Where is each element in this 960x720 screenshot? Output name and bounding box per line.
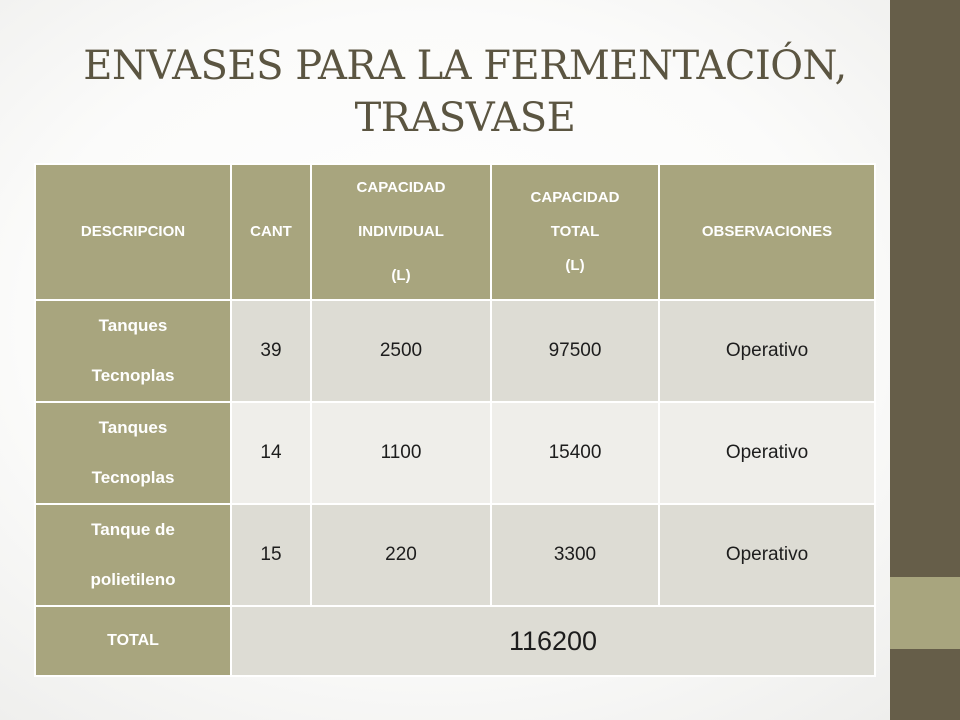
total-label: TOTAL (35, 606, 231, 676)
table-row (35, 300, 875, 402)
row-description: Tanques Tecnoplas (35, 402, 231, 504)
row-capacidad-total: 97500 (491, 300, 659, 402)
header-descripcion: DESCRIPCION (35, 164, 231, 300)
containers-table (34, 163, 876, 677)
row-cant: 15 (231, 504, 311, 606)
row-cant: 14 (231, 402, 311, 504)
header-capacidad-total: CAPACIDAD TOTAL (L) (491, 164, 659, 300)
row-cant: 39 (231, 300, 311, 402)
header-observaciones: OBSERVACIONES (659, 164, 875, 300)
row-description: Tanque de polietileno (35, 504, 231, 606)
row-observaciones: Operativo (659, 504, 875, 606)
row-capacidad-total: 3300 (491, 504, 659, 606)
row-description: Tanques Tecnoplas (35, 300, 231, 402)
total-value: 116200 (231, 606, 875, 676)
header-capacidad-individual: CAPACIDAD INDIVIDUAL (L) (311, 164, 491, 300)
table-total-row (35, 606, 875, 676)
table-row (35, 504, 875, 606)
row-capacidad-individual: 220 (311, 504, 491, 606)
row-observaciones: Operativo (659, 300, 875, 402)
table-header-row (35, 164, 875, 300)
slide-title: ENVASES PARA LA FERMENTACIÓN, TRASVASE (83, 43, 847, 141)
row-capacidad-total: 15400 (491, 402, 659, 504)
right-decor-accent-block (890, 577, 960, 649)
row-capacidad-individual: 1100 (311, 402, 491, 504)
row-observaciones: Operativo (659, 402, 875, 504)
table-row (35, 402, 875, 504)
row-capacidad-individual: 2500 (311, 300, 491, 402)
header-cant: CANT (231, 164, 311, 300)
